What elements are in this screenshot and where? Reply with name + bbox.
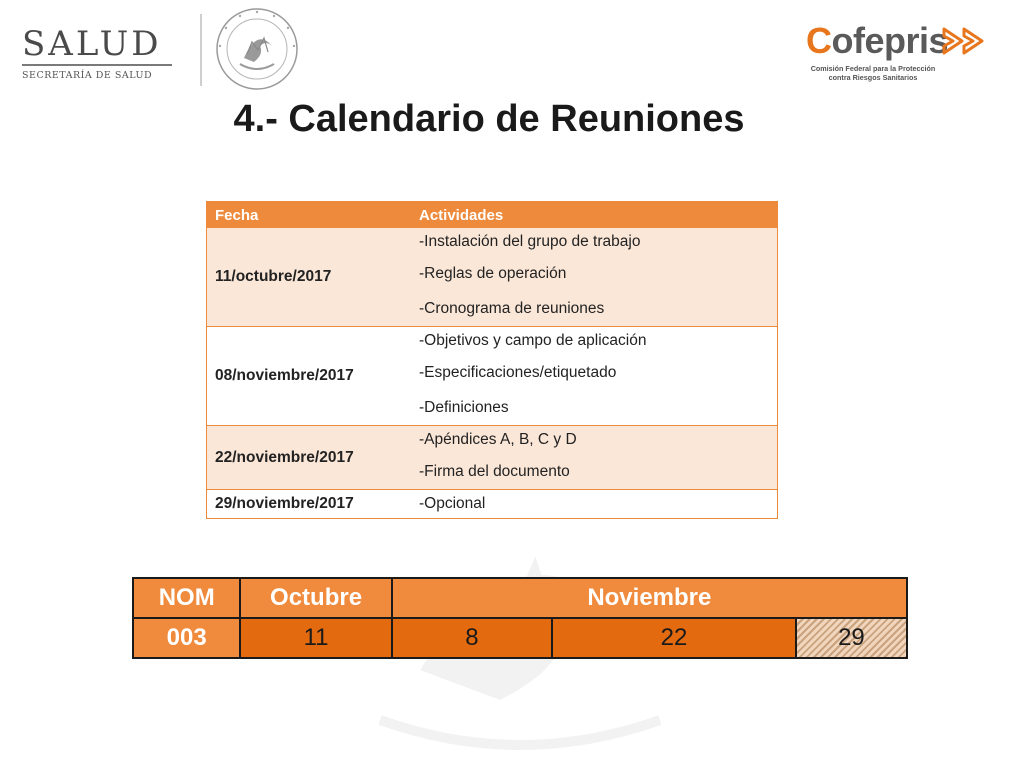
salud-logo-subtitle: SECRETARÍA DE SALUD bbox=[22, 70, 153, 81]
salud-logo-word: SALUD bbox=[22, 24, 162, 64]
cofepris-logo-word bbox=[806, 20, 948, 62]
day-cell: 11 bbox=[240, 618, 391, 658]
activity-item: -Apéndices A, B, C y D bbox=[419, 431, 577, 448]
schedule-header-date: Fecha bbox=[207, 202, 412, 229]
page-title: 4.- Calendario de Reuniones bbox=[233, 98, 745, 140]
schedule-header-activities: Actividades bbox=[411, 202, 778, 229]
day-cell-optional: 29 bbox=[796, 618, 907, 658]
cofepris-logo-rest: ofepris bbox=[831, 20, 949, 61]
table-row bbox=[207, 426, 778, 490]
cofepris-logo-c: C bbox=[806, 20, 832, 61]
activity-item: -Opcional bbox=[419, 495, 486, 512]
cofepris-subtitle-line-1: Comisión Federal para la Protección bbox=[810, 64, 936, 73]
nom-number-cell: 003 bbox=[133, 618, 240, 658]
month-noviembre-cell: Noviembre bbox=[392, 578, 907, 618]
row-activities bbox=[411, 426, 778, 490]
row-activities bbox=[411, 228, 778, 327]
double-arrow-icon bbox=[940, 26, 1000, 56]
month-octubre-cell: Octubre bbox=[240, 578, 391, 618]
row-activities bbox=[411, 327, 778, 426]
schedule-table bbox=[206, 201, 778, 519]
nom-grid-header-row bbox=[133, 578, 907, 618]
coat-of-arms-icon bbox=[214, 6, 300, 92]
row-date: 22/noviembre/2017 bbox=[207, 426, 412, 490]
activity-item: -Instalación del grupo de trabajo bbox=[419, 233, 641, 250]
table-row bbox=[207, 490, 778, 519]
day-cell: 22 bbox=[552, 618, 796, 658]
row-activities bbox=[411, 490, 778, 519]
header-divider bbox=[200, 14, 202, 86]
cofepris-subtitle-line-2: contra Riesgos Sanitarios bbox=[828, 73, 918, 82]
nom-label-cell: NOM bbox=[133, 578, 240, 618]
row-date: 11/octubre/2017 bbox=[207, 228, 412, 327]
day-cell: 8 bbox=[392, 618, 552, 658]
activity-item: -Definiciones bbox=[419, 399, 509, 416]
activity-item: -Cronograma de reuniones bbox=[419, 300, 605, 317]
table-row bbox=[207, 228, 778, 327]
nom-calendar-grid bbox=[132, 577, 908, 659]
row-date: 29/noviembre/2017 bbox=[207, 490, 412, 519]
activity-item: -Firma del documento bbox=[419, 463, 570, 480]
row-date: 08/noviembre/2017 bbox=[207, 327, 412, 426]
salud-logo-rule bbox=[22, 64, 172, 66]
activity-item: -Reglas de operación bbox=[419, 265, 567, 282]
activity-item: -Especificaciones/etiquetado bbox=[419, 364, 617, 381]
table-row bbox=[207, 327, 778, 426]
cofepris-logo bbox=[800, 20, 1010, 90]
salud-logo bbox=[22, 26, 182, 81]
schedule-header-row bbox=[207, 202, 778, 229]
nom-grid-value-row bbox=[133, 618, 907, 658]
cofepris-logo-subtitle bbox=[808, 64, 938, 82]
activity-item: -Objetivos y campo de aplicación bbox=[419, 332, 647, 349]
